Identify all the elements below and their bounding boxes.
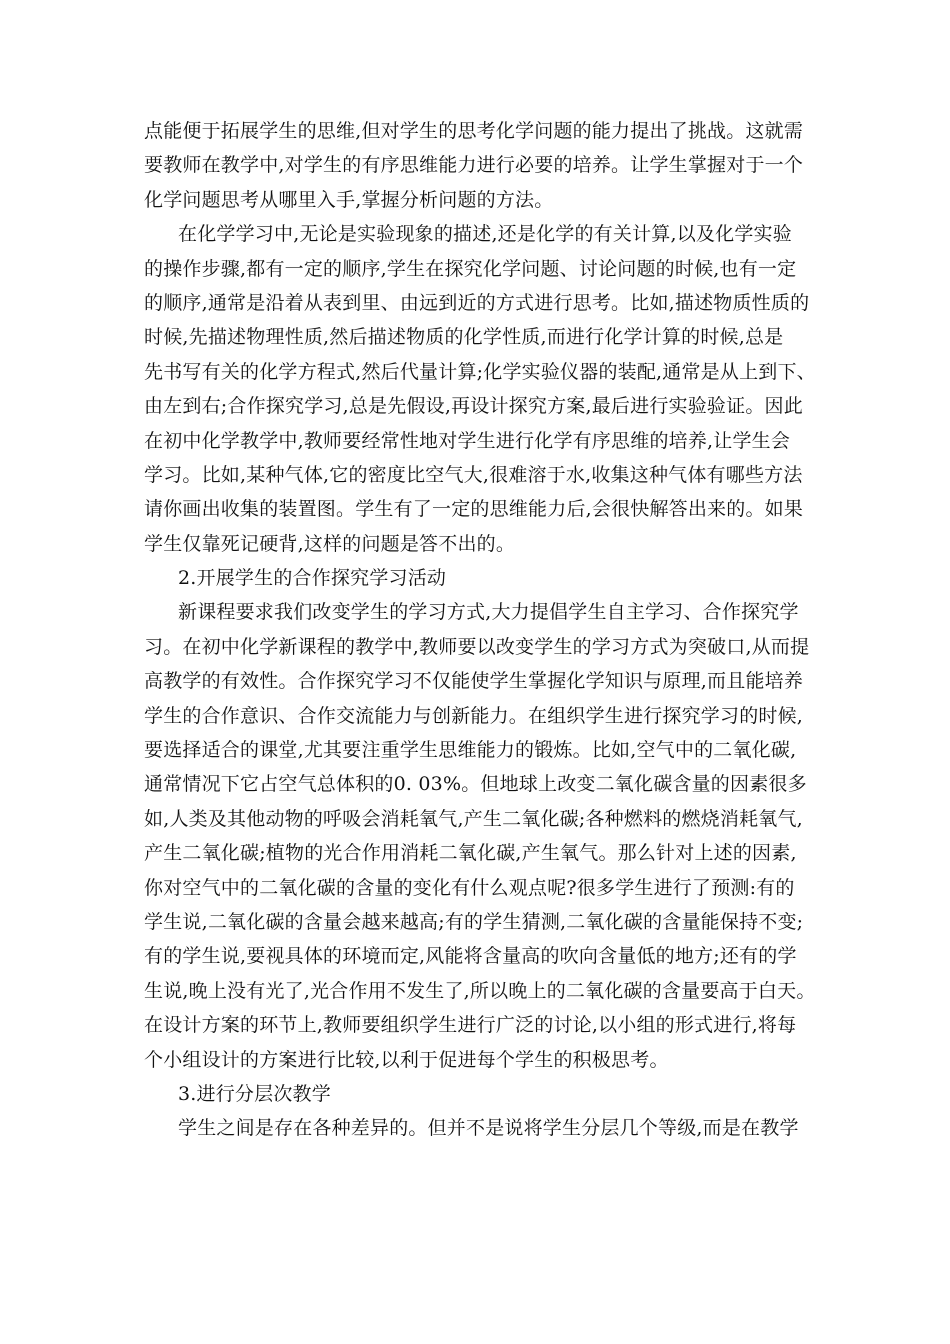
paragraph-first-line: 新课程要求我们改变学生的学习方式,大力提倡学生自主学习、合作探究学	[178, 601, 799, 624]
document-page	[144, 114, 824, 1146]
section-heading: 3.进行分层次教学	[178, 1082, 331, 1105]
text-line: 学习。比如,某种气体,它的密度比空气大,很难溶于水,收集这种气体有哪些方法	[144, 463, 803, 486]
text-line: 在初中化学教学中,教师要经常性地对学生进行化学有序思维的培养,让学生会	[144, 429, 791, 452]
text-line: 在设计方案的环节上,教师要组织学生进行广泛的讨论,以小组的形式进行,将每	[144, 1014, 797, 1037]
text-line: 时候,先描述物理性质,然后描述物质的化学性质,而进行化学计算的时候,总是	[144, 326, 784, 349]
text-line: 要选择适合的课堂,尤其要注重学生思维能力的锻炼。比如,空气中的二氧化碳,	[144, 739, 797, 762]
text-line: 通常情况下它占空气总体积的0. 03%。但地球上改变二氧化碳含量的因素很多	[144, 773, 807, 796]
text-line: 生说,晚上没有光了,光合作用不发生了,所以晚上的二氧化碳的含量要高于白天。	[144, 979, 816, 1002]
text-line: 学生说,二氧化碳的含量会越来越高;有的学生猜测,二氧化碳的含量能保持不变;	[144, 910, 804, 933]
text-line: 的顺序,通常是沿着从表到里、由远到近的方式进行思考。比如,描述物质性质的	[144, 291, 810, 314]
text-line: 化学问题思考从哪里入手,掌握分析问题的方法。	[144, 188, 554, 211]
text-line: 个小组设计的方案进行比较,以利于促进每个学生的积极思考。	[144, 1048, 669, 1071]
text-line: 要教师在教学中,对学生的有序思维能力进行必要的培养。让学生掌握对于一个	[144, 154, 804, 177]
text-line: 请你画出收集的装置图。学生有了一定的思维能力后,会很快解答出来的。如果	[144, 498, 804, 521]
paragraph-first-line: 在化学学习中,无论是实验现象的描述,还是化学的有关计算,以及化学实验	[178, 223, 792, 246]
text-line: 有的学生说,要视具体的环境而定,风能将含量高的吹向含量低的地方;还有的学	[144, 945, 797, 968]
text-line: 产生二氧化碳;植物的光合作用消耗二氧化碳,产生氧气。那么针对上述的因素,	[144, 842, 797, 865]
text-line: 你对空气中的二氧化碳的含量的变化有什么观点呢?很多学生进行了预测:有的	[144, 876, 795, 899]
text-line: 高教学的有效性。合作探究学习不仅能使学生掌握化学知识与原理,而且能培养	[144, 670, 804, 693]
text-line: 点能便于拓展学生的思维,但对学生的思考化学问题的能力提出了挑战。这就需	[144, 120, 804, 142]
text-line: 学生的合作意识、合作交流能力与创新能力。在组织学生进行探究学习的时候,	[144, 704, 804, 727]
text-line: 由左到右;合作探究学习,总是先假设,再设计探究方案,最后进行实验验证。因此	[144, 395, 803, 418]
paragraph-first-line: 学生之间是存在各种差异的。但并不是说将学生分层几个等级,而是在教学	[178, 1117, 799, 1140]
text-line: 如,人类及其他动物的呼吸会消耗氧气,产生二氧化碳;各种燃料的燃烧消耗氧气,	[144, 807, 803, 830]
text-line: 先书写有关的化学方程式,然后代量计算;化学实验仪器的装配,通常是从上到下、	[144, 360, 816, 383]
text-line: 学生仅靠死记硬背,这样的问题是答不出的。	[144, 532, 516, 555]
text-line: 的操作步骤,都有一定的顺序,学生在探究化学问题、讨论问题的时候,也有一定	[144, 257, 797, 280]
section-heading: 2.开展学生的合作探究学习活动	[178, 567, 447, 590]
text-line: 习。在初中化学新课程的教学中,教师要以改变学生的学习方式为突破口,从而提	[144, 635, 810, 658]
